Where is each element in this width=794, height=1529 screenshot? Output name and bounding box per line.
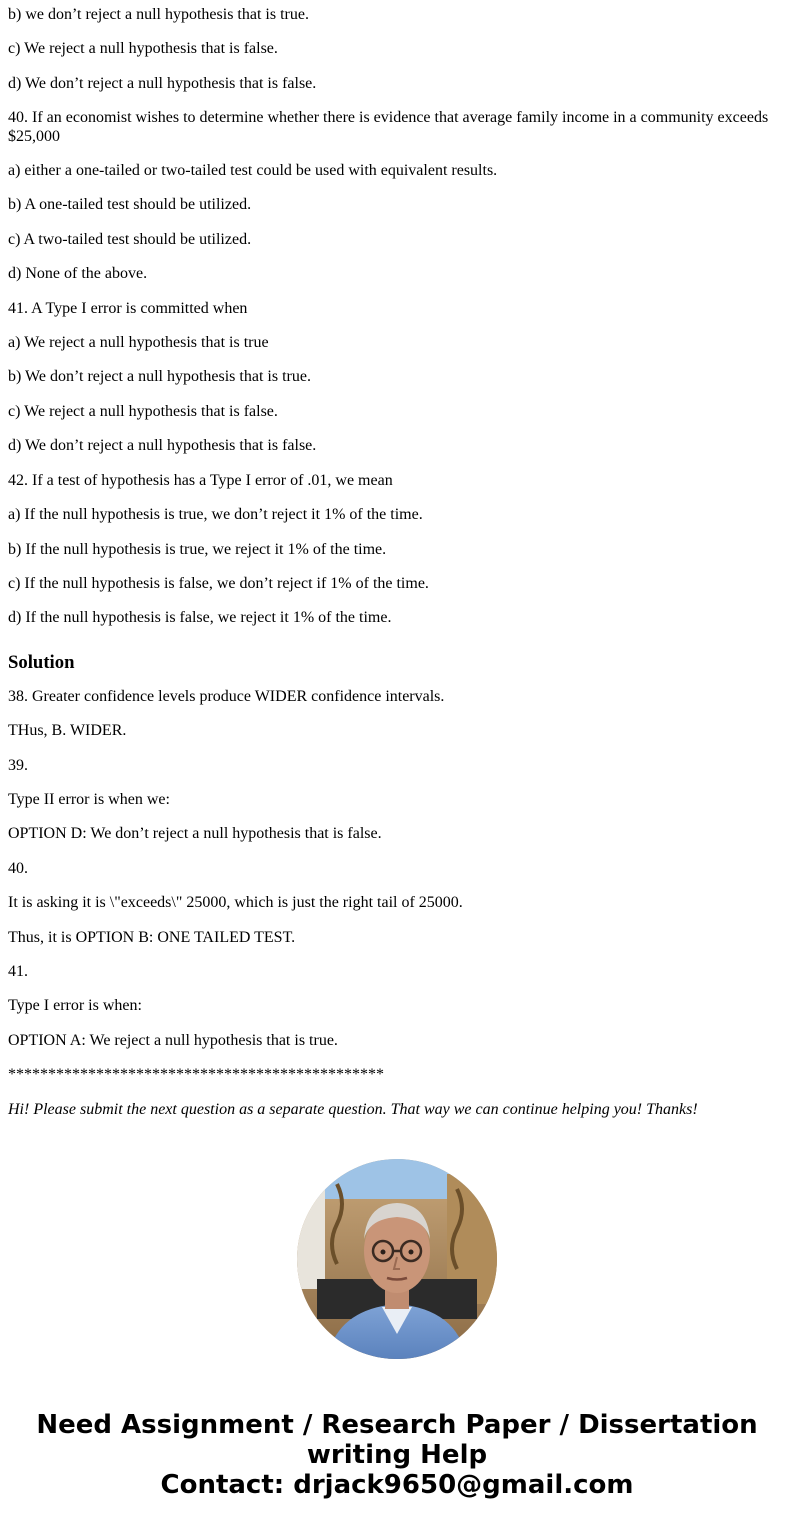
- solution-line: OPTION D: We don’t reject a null hypothesis that is false.: [8, 825, 382, 843]
- solution-line: Type I error is when:: [8, 997, 142, 1015]
- q41-option-b: b) We don’t reject a null hypothesis that is true.: [8, 368, 311, 386]
- solution-line: It is asking it is \"exceeds\" 25000, which is just the right tail of 25000.: [8, 894, 463, 912]
- q42-stem: 42. If a test of hypothesis has a Type I error of .01, we mean: [8, 471, 393, 489]
- promo-banner: [0, 1410, 794, 1500]
- promo-contact: Contact: drjack9650@gmail.com: [160, 1470, 634, 1500]
- solution-line: OPTION A: We reject a null hypothesis that is true.: [8, 1031, 338, 1049]
- solution-line: Type II error is when we:: [8, 790, 170, 808]
- q42-option-b: b) If the null hypothesis is true, we reject it 1% of the time.: [8, 540, 387, 558]
- q39-option-c: c) We reject a null hypothesis that is false.: [8, 40, 278, 58]
- document-body: [0, 6, 794, 1119]
- q40-option-a: a) either a one-tailed or two-tailed test could be used with equivalent results.: [8, 162, 498, 180]
- q41-stem: 41. A Type I error is committed when: [8, 299, 248, 317]
- q40-option-d: d) None of the above.: [8, 265, 148, 283]
- q40-stem: 40. If an economist wishes to determine whether there is evidence that average family income in a community exceeds $25,000: [8, 109, 769, 145]
- solution-line: 41.: [8, 962, 28, 980]
- q40-option-c: c) A two-tailed test should be utilized.: [8, 230, 252, 248]
- q42-option-a: a) If the null hypothesis is true, we don’t reject it 1% of the time.: [8, 506, 423, 524]
- promo-line-1: Need Assignment / Research Paper / Dissertation: [36, 1410, 758, 1440]
- solution-line: 39.: [8, 756, 28, 774]
- promo-line-2: writing Help: [306, 1440, 488, 1470]
- solution-line: THus, B. WIDER.: [8, 722, 127, 740]
- q42-option-c: c) If the null hypothesis is false, we don’t reject if 1% of the time.: [8, 574, 429, 592]
- q39-option-d: d) We don’t reject a null hypothesis that is false.: [8, 74, 317, 92]
- q39-option-b: b) we don’t reject a null hypothesis that is true.: [8, 6, 309, 23]
- author-avatar: [297, 1159, 497, 1359]
- solution-line: 38. Greater confidence levels produce WIDER confidence intervals.: [8, 687, 445, 705]
- q41-option-d: d) We don’t reject a null hypothesis that is false.: [8, 437, 317, 455]
- q40-option-b: b) A one-tailed test should be utilized.: [8, 196, 252, 214]
- solution-line: 40.: [8, 859, 28, 877]
- solution-heading: Solution: [8, 651, 75, 673]
- thanks-note: Hi! Please submit the next question as a separate question. That way we can continue helping you! Thanks!: [8, 1100, 698, 1118]
- solution-line: Thus, it is OPTION B: ONE TAILED TEST.: [8, 928, 296, 946]
- person-photo-icon: [297, 1159, 497, 1359]
- solution-separator: ***********************************************: [8, 1066, 384, 1084]
- q42-option-d: d) If the null hypothesis is false, we reject it 1% of the time.: [8, 609, 392, 627]
- q41-option-c: c) We reject a null hypothesis that is false.: [8, 402, 278, 420]
- q41-option-a: a) We reject a null hypothesis that is true: [8, 334, 269, 352]
